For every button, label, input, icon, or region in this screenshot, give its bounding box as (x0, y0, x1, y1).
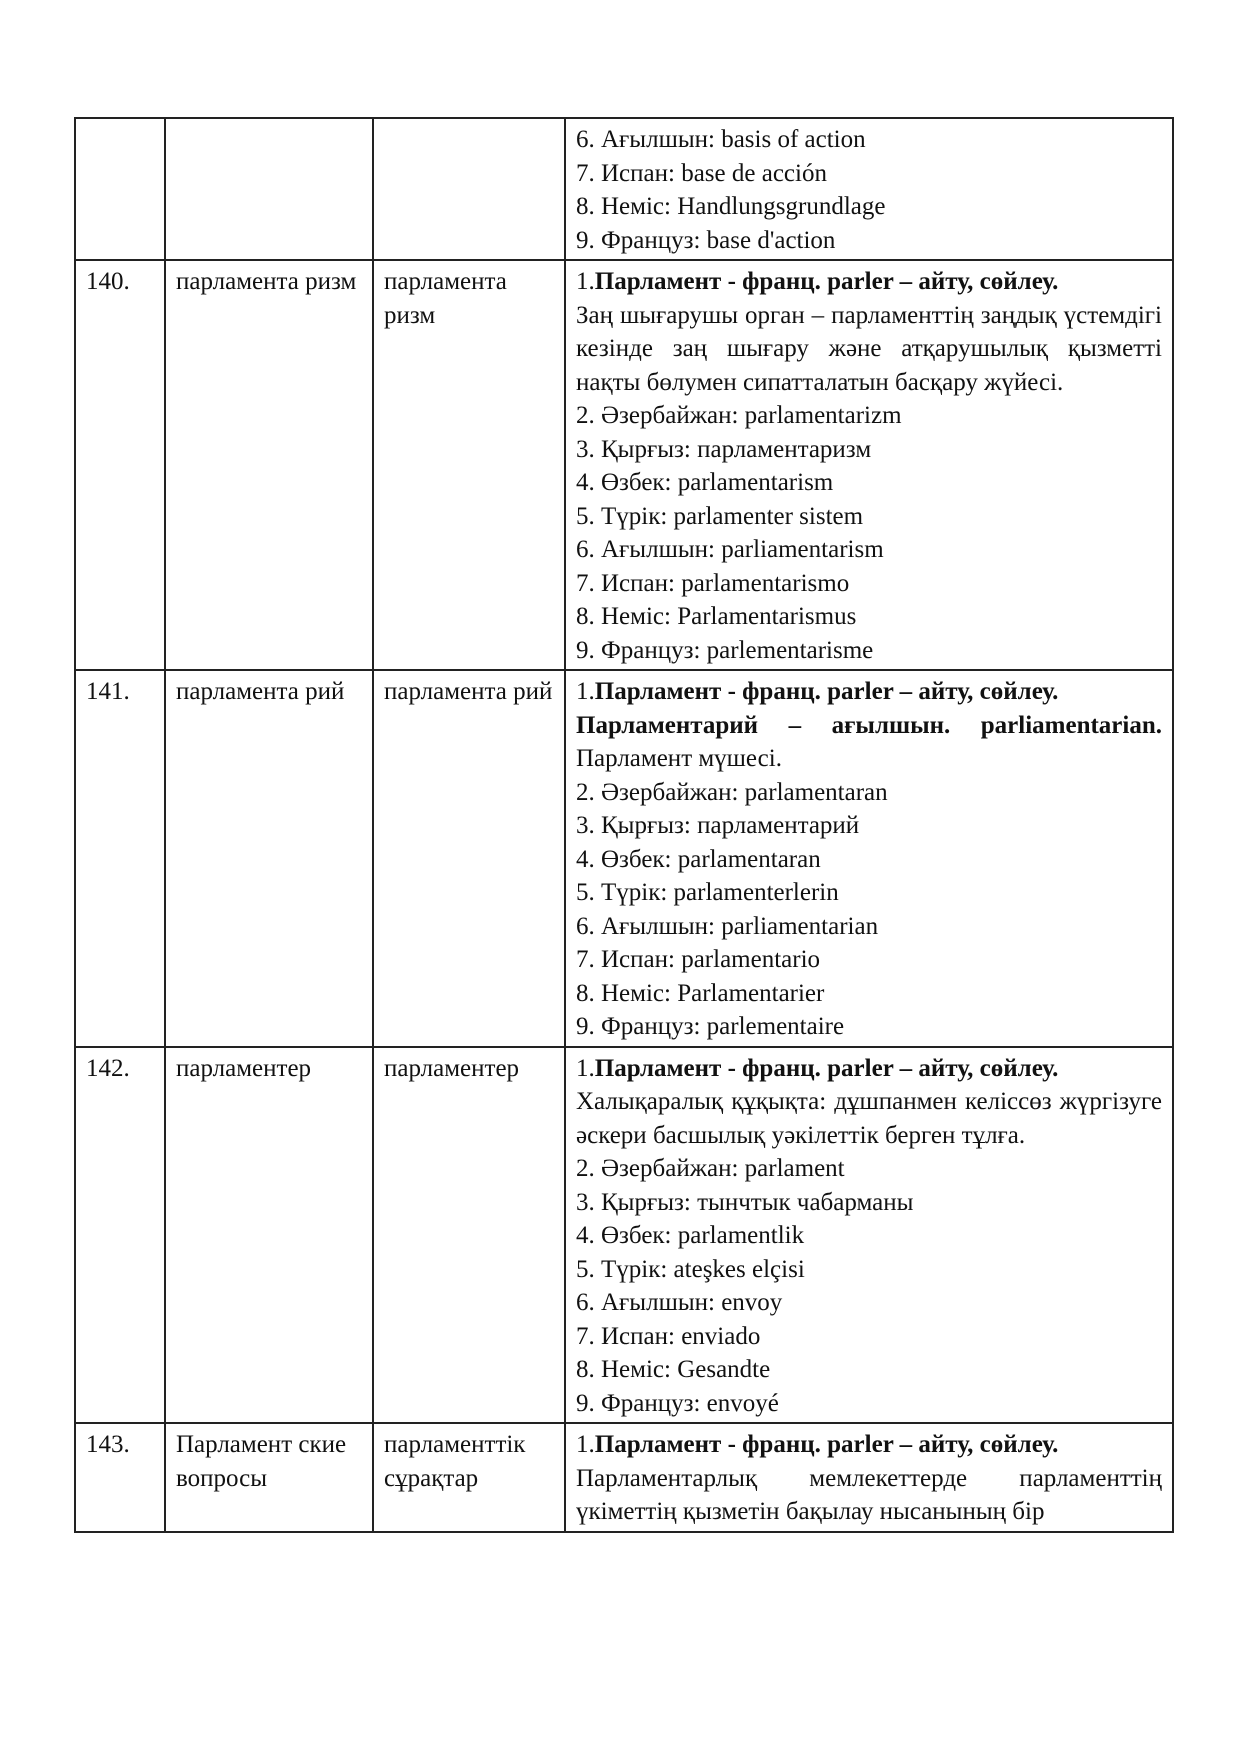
description-text: Парламентарлық мемлекеттерде парламенттің үкіметтің қызметін бақылау нысанының бір (576, 1464, 1162, 1525)
description-text: Халықаралық құқықта: дұшпанмен келіссөз жүргізуге әскери басшылық уәкілеттік берген тұлға. (576, 1088, 1162, 1149)
term-russian: парламента ризм (165, 260, 373, 670)
term-kazakh: парламента ризм (373, 260, 565, 670)
translation-line: 5. Түрік: parlamenter sistem (576, 502, 864, 530)
term-kazakh: парламенттік сұрақтар (373, 1423, 565, 1532)
term-number: 141. (75, 670, 165, 1047)
term-number: 143. (75, 1423, 165, 1532)
etymology-text-2: Парламентарий – ағылшын. parliamentarian. (576, 711, 1162, 739)
translation-line: 4. Өзбек: parlamentarism (576, 469, 834, 496)
item-prefix: 1. (576, 268, 595, 295)
terms-table (74, 117, 1174, 1533)
translation-line: 9. Француз: base d'action (576, 226, 836, 254)
etymology-line (576, 1428, 1162, 1462)
term-number: 142. (75, 1047, 165, 1424)
translation-line: 7. Испан: parlamentario (576, 946, 821, 973)
term-russian: парламентер (165, 1047, 373, 1424)
term-definition (565, 260, 1173, 670)
item-prefix: 1. (576, 678, 595, 705)
term-kazakh (373, 118, 565, 260)
translation-line: 2. Әзербайжан: parlament (576, 1155, 845, 1182)
term-definition (565, 1047, 1173, 1424)
table-row (75, 670, 1173, 1047)
term-definition (565, 1423, 1173, 1532)
item-prefix: 1. (576, 1054, 595, 1082)
translation-line: 2. Әзербайжан: parlamentarizm (576, 402, 902, 429)
item-prefix: 1. (576, 1431, 595, 1458)
translation-line: 4. Өзбек: parlamentlik (576, 1222, 805, 1249)
translation-line: 5. Түрік: ateşkes elçisi (576, 1255, 805, 1283)
term-number: 140. (75, 260, 165, 670)
table-row (75, 1423, 1173, 1532)
term-russian: парламента рий (165, 670, 373, 1047)
table-row (75, 260, 1173, 670)
term-russian (165, 118, 373, 260)
translation-line: 4. Өзбек: parlamentaran (576, 845, 821, 873)
translation-line: 7. Испан: base de acción (576, 159, 827, 187)
etymology-text: Парламент - франц. parler – айту, сөйлеу. (594, 1054, 1059, 1082)
translation-line: 6. Ағылшын: envoy (576, 1289, 783, 1316)
table-row (75, 1047, 1173, 1424)
translation-line: 7. Испан: enviado (576, 1322, 761, 1350)
table-row (75, 118, 1173, 260)
description-text: Заң шығарушы орган – парламенттің заңдық үстемдігі кезінде заң шығару және атқарушылық қызметті нақты бөлумен сипатталатын басқару жүйесі. (576, 301, 1162, 396)
term-definition (565, 670, 1173, 1047)
description-text: Парламент мүшесі. (576, 745, 782, 772)
translation-line: 8. Неміс: Parlamentarier (576, 979, 825, 1007)
translation-line: 3. Қырғыз: тынчтык чабарманы (576, 1188, 914, 1216)
term-number (75, 118, 165, 260)
translation-line: 8. Неміс: Gesandte (576, 1356, 771, 1383)
translation-line: 3. Қырғыз: парламентаризм (576, 435, 872, 463)
etymology-text: Парламент - франц. parler – айту, сөйлеу. (594, 268, 1059, 295)
term-russian: Парламент ские вопросы (165, 1423, 373, 1532)
term-kazakh: парламента рий (373, 670, 565, 1047)
term-definition (565, 118, 1173, 260)
translation-line: 6. Ағылшын: parliamentarian (576, 912, 879, 940)
etymology-line (576, 265, 1162, 299)
etymology-text: Парламент - франц. parler – айту, сөйлеу. (594, 1431, 1059, 1458)
translation-line: 6. Ағылшын: parliamentarism (576, 536, 884, 563)
etymology-text: Парламент - франц. parler – айту, сөйлеу. (594, 678, 1059, 705)
translation-line: 5. Түрік: parlamenterlerin (576, 879, 839, 906)
translation-line: 7. Испан: parlamentarismo (576, 569, 850, 597)
translation-line: 3. Қырғыз: парламентарий (576, 812, 860, 839)
translation-line: 2. Әзербайжан: parlamentaran (576, 778, 888, 806)
terms-table-body (75, 118, 1173, 1532)
translation-line: 6. Ағылшын: basis of action (576, 126, 866, 153)
translation-line: 8. Неміс: Parlamentarismus (576, 603, 857, 630)
etymology-line (576, 1052, 1162, 1086)
translation-line: 9. Француз: parlementaire (576, 1013, 845, 1040)
term-kazakh: парламентер (373, 1047, 565, 1424)
translation-line: 9. Француз: parlementarisme (576, 636, 874, 664)
etymology-line-2 (576, 709, 1162, 743)
translation-line: 9. Француз: envoyé (576, 1389, 779, 1417)
etymology-line (576, 675, 1162, 709)
translation-line: 8. Неміс: Handlungsgrundlage (576, 193, 886, 220)
